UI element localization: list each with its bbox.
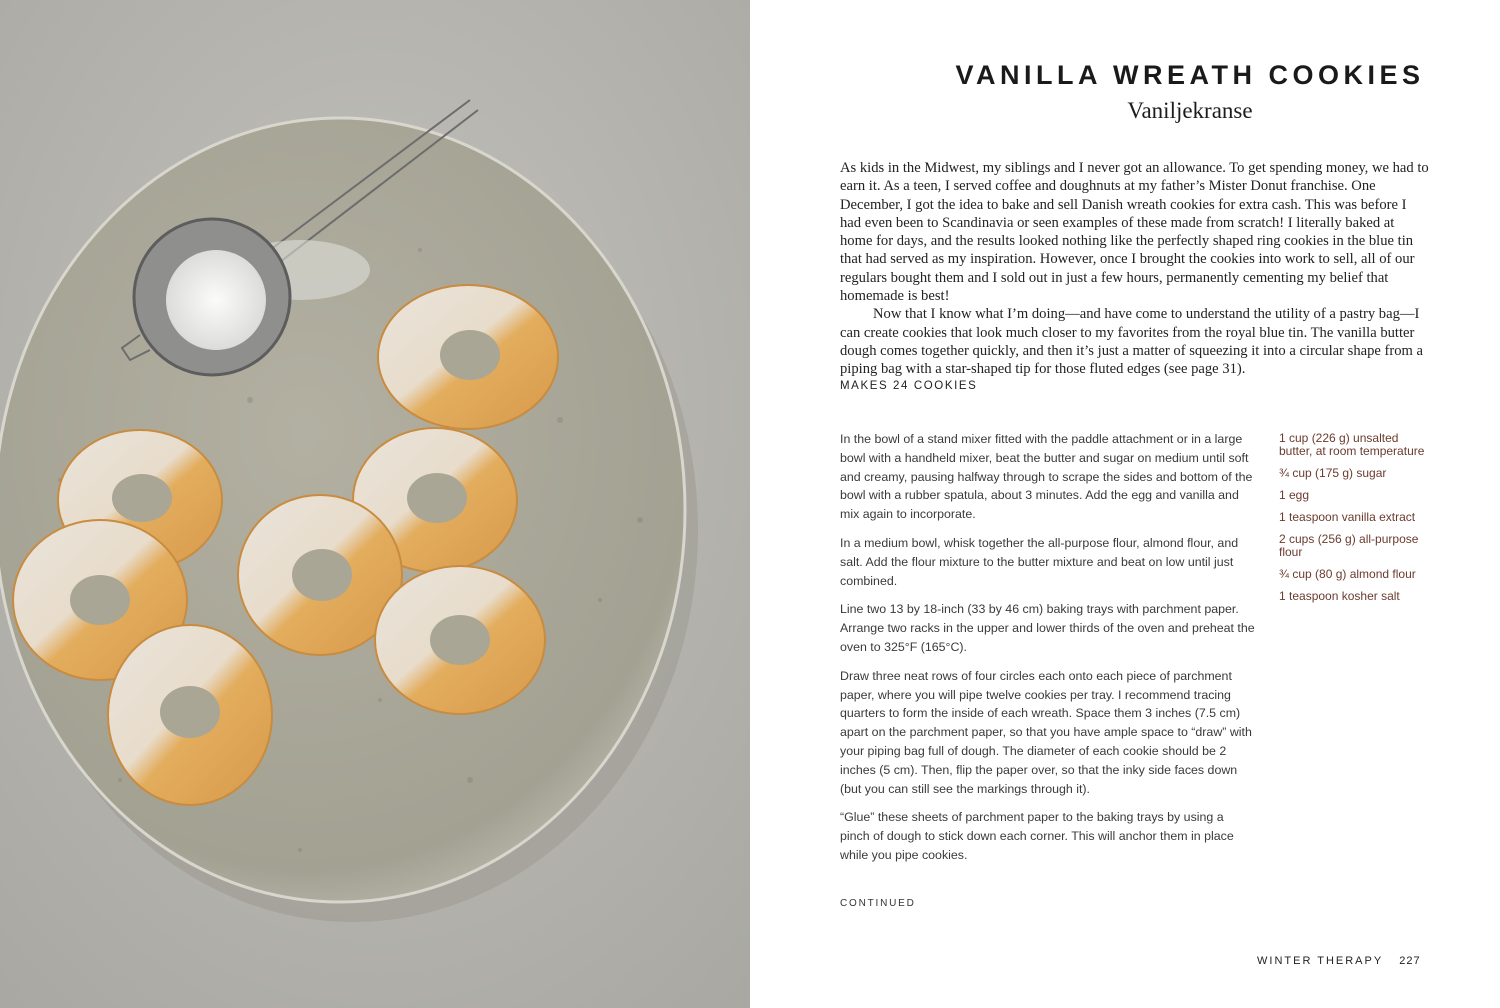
ingredient: 1 teaspoon kosher salt [1279, 589, 1400, 603]
step: In a medium bowl, whisk together the all-purpose flour, almond flour, and salt. Add the flour mixture to the butter mixture and beat on low until just combined. [840, 535, 1239, 588]
step: Line two 13 by 18-inch (33 by 46 cm) baking trays with parchment paper. Arrange two racks in the upper and lower thirds of the oven and preheat the oven to 325°F (165°C). [840, 602, 1255, 654]
intro-paragraph: Now that I know what I’m doing—and have come to understand the utility of a pastry bag—I can create cookies that look much closer to my favorites from the royal blue tin. The vanilla butter dough comes together quickly, and then it’s just a matter of squeezing it into a circular shape from a piping bag with a star-shaped tip for those fluted edges (see page 31). [840, 306, 1424, 378]
recipe-intro [840, 159, 1430, 379]
ingredient-list [1279, 432, 1429, 612]
page-footer [1257, 955, 1421, 967]
recipe-page [750, 0, 1500, 1008]
ingredient: 1 teaspoon vanilla extract [1279, 510, 1416, 524]
ingredient: ¾ cup (175 g) sugar [1279, 466, 1387, 480]
ingredient: ¾ cup (80 g) almond flour [1279, 567, 1416, 581]
intro-paragraph: As kids in the Midwest, my siblings and I never got an allowance. To get spending money, we had to earn it. As a teen, I served coffee and doughnuts at my father’s Mister Donut franchise. One December, I got the idea to bake and sell Danish wreath cookies for extra cash. This was before I had even been to Scandinavia or seen examples of these made from scratch! I literally baked at home for days, and the results looked nothing like the perfectly shaped ring cookies in the blue tin that had served as my inspiration. However, once I brought the cookies into work to sell, all of our regulars bought them and I sold out in just a few hours, permanently cementing my belief that homemade is best! [840, 160, 1429, 305]
recipe-subtitle: Vaniljekranse [1127, 98, 1253, 123]
step: “Glue” these sheets of parchment paper to the baking trays by using a pinch of dough to stick down each corner. This will anchor them in place while you pipe cookies. [840, 810, 1234, 862]
recipe-yield: MAKES 24 COOKIES [840, 380, 978, 392]
ingredient: 1 cup (226 g) unsalted butter, at room temperature [1279, 431, 1425, 458]
ingredient: 2 cups (256 g) all-purpose flour [1279, 532, 1419, 559]
page-number: 227 [1399, 955, 1421, 967]
recipe-title: VANILLA WREATH COOKIES [955, 60, 1425, 90]
step: In the bowl of a stand mixer fitted with the paddle attachment or in a large bowl with a handheld mixer, beat the butter and sugar on medium until soft and creamy, pausing halfway through to scrape the sides and bottom of the bowl with a rubber spatula, about 3 minutes. Add the egg and vanilla and mix again to incorporate. [840, 432, 1253, 522]
ingredient: 1 egg [1279, 488, 1310, 502]
recipe-steps [840, 430, 1255, 875]
continued-label: CONTINUED [840, 898, 916, 909]
step: Draw three neat rows of four circles each onto each piece of parchment paper, where you will pipe twelve cookies per tray. I recommend tracing quarters to form the inside of each wreath. Space them 3 inches (7.5 cm) apart on the parchment paper, so that you have ample space to “draw” with your piping bag full of dough. The diameter of each cookie should be 2 inches (5 cm). Then, flip the paper over, so that the inky side faces down (but you can still see the markings through it). [840, 668, 1252, 796]
section-name: WINTER THERAPY [1257, 955, 1384, 967]
